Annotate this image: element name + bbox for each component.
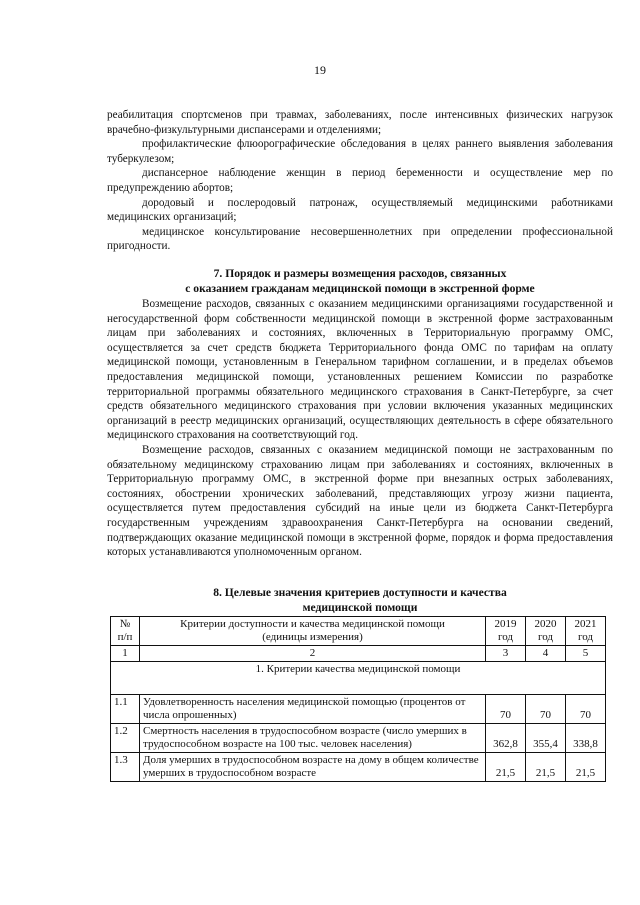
row-criterion: Смертность населения в трудоспособном возрасте (число умерших в трудоспособном возрасте на 100 тыс. человек населения)	[140, 724, 486, 753]
section8-heading	[107, 585, 613, 615]
header-2020	[526, 617, 566, 646]
column-number: 5	[566, 646, 606, 662]
page-number: 19	[314, 63, 326, 77]
header-year-unit: год	[537, 631, 554, 643]
list-item: дородовый и послеродовый патронаж, осуществляемый медицинскими работниками медицинских организаций;	[107, 196, 613, 224]
column-number: 1	[111, 646, 140, 662]
column-number: 4	[526, 646, 566, 662]
services-list	[107, 108, 613, 254]
table-section-row	[111, 662, 606, 695]
list-item: медицинское консультирование несовершеннолетних при определении профессиональной пригодности.	[107, 225, 613, 253]
row-value-2019: 21,5	[486, 753, 526, 782]
list-item: профилактические флюорографические обследования в целях раннего выявления заболевания туберкулезом;	[107, 138, 613, 165]
section7-heading-line2: с оказанием гражданам медицинской помощи в экстренной форме	[185, 282, 535, 295]
header-criteria-line2: (единицы измерения)	[262, 631, 363, 643]
header-2021	[566, 617, 606, 646]
row-value-2019: 362,8	[486, 724, 526, 753]
row-num: 1.1	[111, 695, 140, 724]
table-row	[111, 753, 606, 782]
header-2019	[486, 617, 526, 646]
header-year: 2021	[574, 618, 597, 630]
column-number: 2	[140, 646, 486, 662]
table-row	[111, 695, 606, 724]
table-header-row	[111, 617, 606, 646]
section8-heading-line1: 8. Целевые значения критериев доступности и качества	[213, 586, 507, 599]
row-criterion: Удовлетворенность населения медицинской помощью (процентов от числа опрошенных)	[140, 695, 486, 724]
row-value-2020: 355,4	[526, 724, 566, 753]
row-num: 1.2	[111, 724, 140, 753]
header-num-line1: №	[119, 618, 131, 630]
header-num-line2: п/п	[117, 631, 133, 643]
section8-heading-line2: медицинской помощи	[302, 601, 418, 614]
section7-paragraph-2: Возмещение расходов, связанных с оказанием медицинской помощи не застрахованным по обязательному медицинскому страхованию лицам при заболеваниях и состояниях, включенных в Территориальную программу ОМС, в экстренной форме при внезапных острых заболеваниях, состояниях, обострении хронических заболеваний, представляющих угрозу жизни пациента, осуществляется путем предоставления субсидий на иные цели из бюджета Санкт-Петербурга государственным учреждениям здравоохранения Санкт-Петербурга на основании сведений, подтверждающих оказание медицинской помощи в экстренной форме, порядок и форма предоставления которых устанавливаются уполномоченным органом.	[107, 443, 613, 559]
section-title: 1. Критерии качества медицинской помощи	[111, 662, 606, 695]
column-number-row	[111, 646, 606, 662]
header-year: 2019	[494, 618, 517, 630]
row-value-2021: 70	[566, 695, 606, 724]
section7-heading	[107, 266, 613, 296]
row-value-2020: 21,5	[526, 753, 566, 782]
column-number: 3	[486, 646, 526, 662]
header-criteria-line1: Критерии доступности и качества медицинской помощи	[180, 618, 445, 630]
section7-paragraph-1: Возмещение расходов, связанных с оказанием медицинскими организациями государственной и негосударственной форм собственности медицинской помощи в экстренной форме застрахованным лицам при заболеваниях и состояниях, включенных в Территориальную программу ОМС, осуществляется за счет средств бюджета Территориального фонда ОМС по тарифам на оплату медицинской помощи, установленным в Генеральном тарифном соглашении, и в пределах объемов предоставления медицинской помощи, установленных решением Комиссии по разработке территориальной программы обязательного медицинского страхования в Санкт-Петербурге, за счет средств обязательного медицинского страхования при условии включения указанных медицинских организаций в реестр медицинских организаций, осуществляющих деятельность в сфере обязательного медицинского страхования на соответствующий год.	[107, 298, 613, 442]
row-criterion: Доля умерших в трудоспособном возрасте на дому в общем количестве умерших в трудоспособном возрасте	[140, 753, 486, 782]
table-row	[111, 724, 606, 753]
header-criteria	[140, 617, 486, 646]
list-item: реабилитация спортсменов при травмах, заболеваниях, после интенсивных физических нагрузок врачебно-физкультурными диспансерами и отделениями;	[107, 109, 613, 136]
section7-body	[107, 297, 613, 560]
criteria-table	[110, 616, 606, 782]
row-value-2021: 338,8	[566, 724, 606, 753]
row-value-2021: 21,5	[566, 753, 606, 782]
header-year-unit: год	[497, 631, 514, 643]
header-num	[111, 617, 140, 646]
list-item: диспансерное наблюдение женщин в период беременности и осуществление мер по предупреждению абортов;	[107, 167, 613, 194]
header-year: 2020	[534, 618, 557, 630]
header-year-unit: год	[577, 631, 594, 643]
row-value-2020: 70	[526, 695, 566, 724]
row-num: 1.3	[111, 753, 140, 782]
row-value-2019: 70	[486, 695, 526, 724]
section7-heading-line1: 7. Порядок и размеры возмещения расходов, связанных	[213, 267, 507, 280]
